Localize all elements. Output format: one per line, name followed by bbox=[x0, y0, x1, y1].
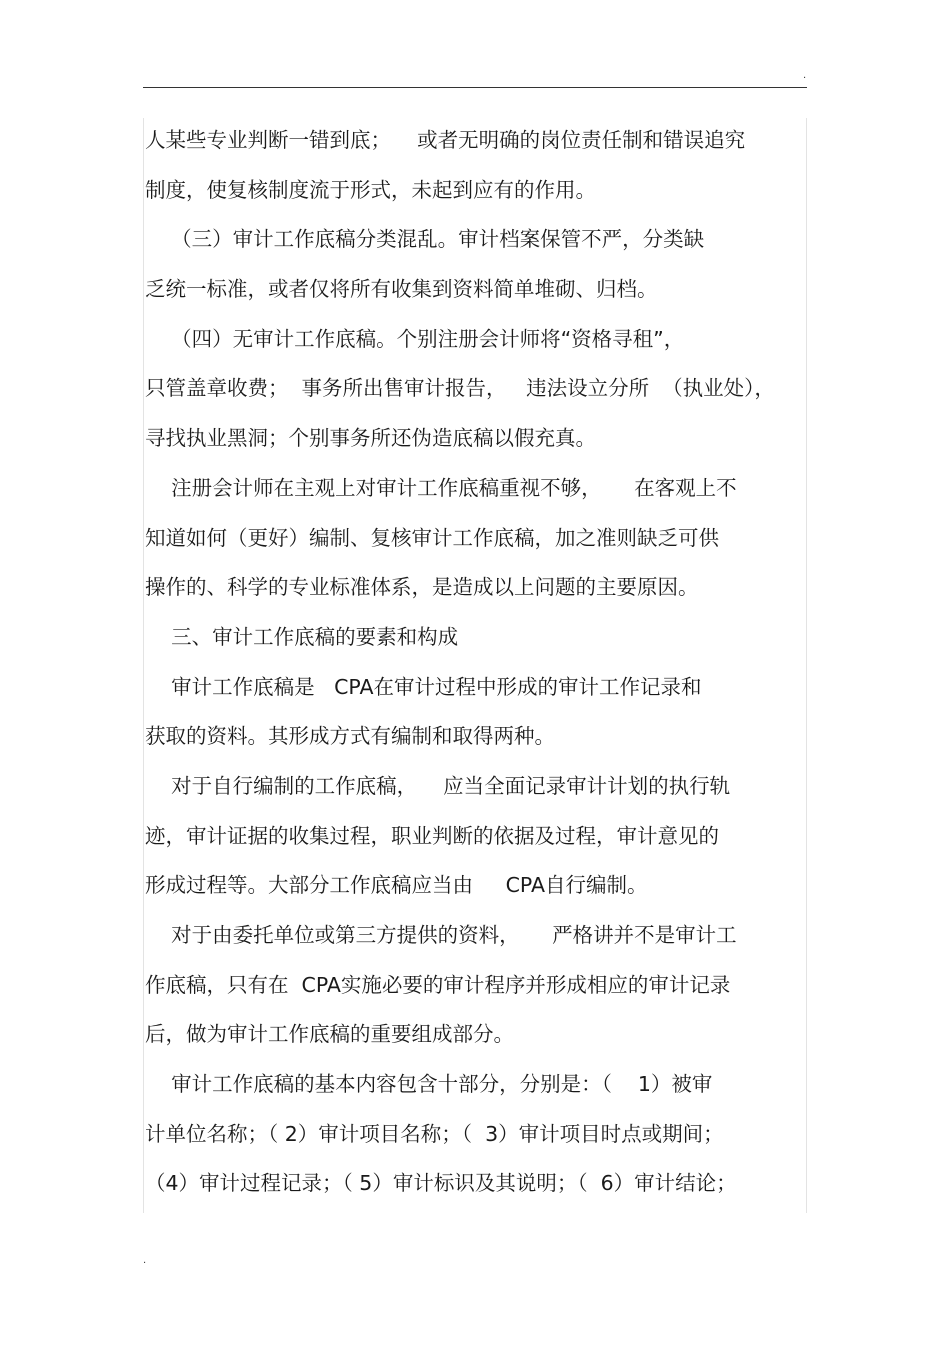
text-frame-right bbox=[806, 118, 807, 1213]
text-line: 注册会计师在主观上对审计工作底稿重视不够， 在客观上不 bbox=[145, 475, 737, 500]
text-line: （4）审计过程记录；（ 5）审计标识及其说明；（ 6）审计结论； bbox=[145, 1171, 737, 1196]
text-line: 迹，审计证据的收集过程，职业判断的依据及过程，审计意见的 bbox=[145, 823, 719, 848]
text-line: 人某些专业判断一错到底； 或者无明确的岗位责任制和错误追究 bbox=[145, 128, 746, 152]
text-line: 知道如何（更好）编制、复核审计工作底稿，加之准则缺乏可供 bbox=[145, 525, 719, 550]
text-line: 计单位名称；（ 2）审计项目名称；（ 3）审计项目时点或期间； bbox=[145, 1121, 724, 1146]
text-line: （四）无审计工作底稿。个别注册会计师将“资格寻租”， bbox=[145, 326, 685, 351]
text-line: 乏统一标准，或者仅将所有收集到资料简单堆砌、归档。 bbox=[145, 277, 658, 302]
text-line: 形成过程等。大部分工作底稿应当由 CPA自行编制。 bbox=[145, 873, 648, 898]
text-line: 审计工作底稿的基本内容包含十部分，分别是：（ 1）被审 bbox=[145, 1072, 713, 1097]
text-line: 作底稿，只有在 CPA实施必要的审计程序并形成相应的审计记录 bbox=[145, 972, 731, 997]
text-line: 后，做为审计工作底稿的重要组成部分。 bbox=[145, 1022, 514, 1047]
text-line: 获取的资料。其形成方式有编制和取得两种。 bbox=[145, 724, 555, 749]
footer-mark: . bbox=[143, 1255, 147, 1266]
text-line: 审计工作底稿是 CPA在审计过程中形成的审计工作记录和 bbox=[145, 674, 702, 699]
text-line: 只管盖章收费； 事务所出售审计报告， 违法设立分所 （执业处）， bbox=[145, 376, 775, 401]
text-line: 对于自行编制的工作底稿， 应当全面记录审计计划的执行轨 bbox=[145, 773, 731, 798]
document-body bbox=[145, 116, 805, 1209]
header-rule bbox=[143, 87, 807, 88]
text-line: 制度，使复核制度流于形式，未起到应有的作用。 bbox=[145, 177, 596, 202]
text-line: （三）审计工作底稿分类混乱。审计档案保管不严，分类缺 bbox=[145, 227, 705, 252]
section-heading: 三、审计工作底稿的要素和构成 bbox=[145, 624, 459, 649]
text-frame-left bbox=[143, 118, 144, 1213]
text-line: 对于由委托单位或第三方提供的资料， 严格讲并不是审计工 bbox=[145, 923, 737, 947]
text-line: 寻找执业黑洞；个别事务所还伪造底稿以假充真。 bbox=[145, 426, 596, 451]
text-line: 操作的、科学的专业标准体系，是造成以上问题的主要原因。 bbox=[145, 575, 699, 600]
header-mark: . bbox=[803, 70, 807, 81]
